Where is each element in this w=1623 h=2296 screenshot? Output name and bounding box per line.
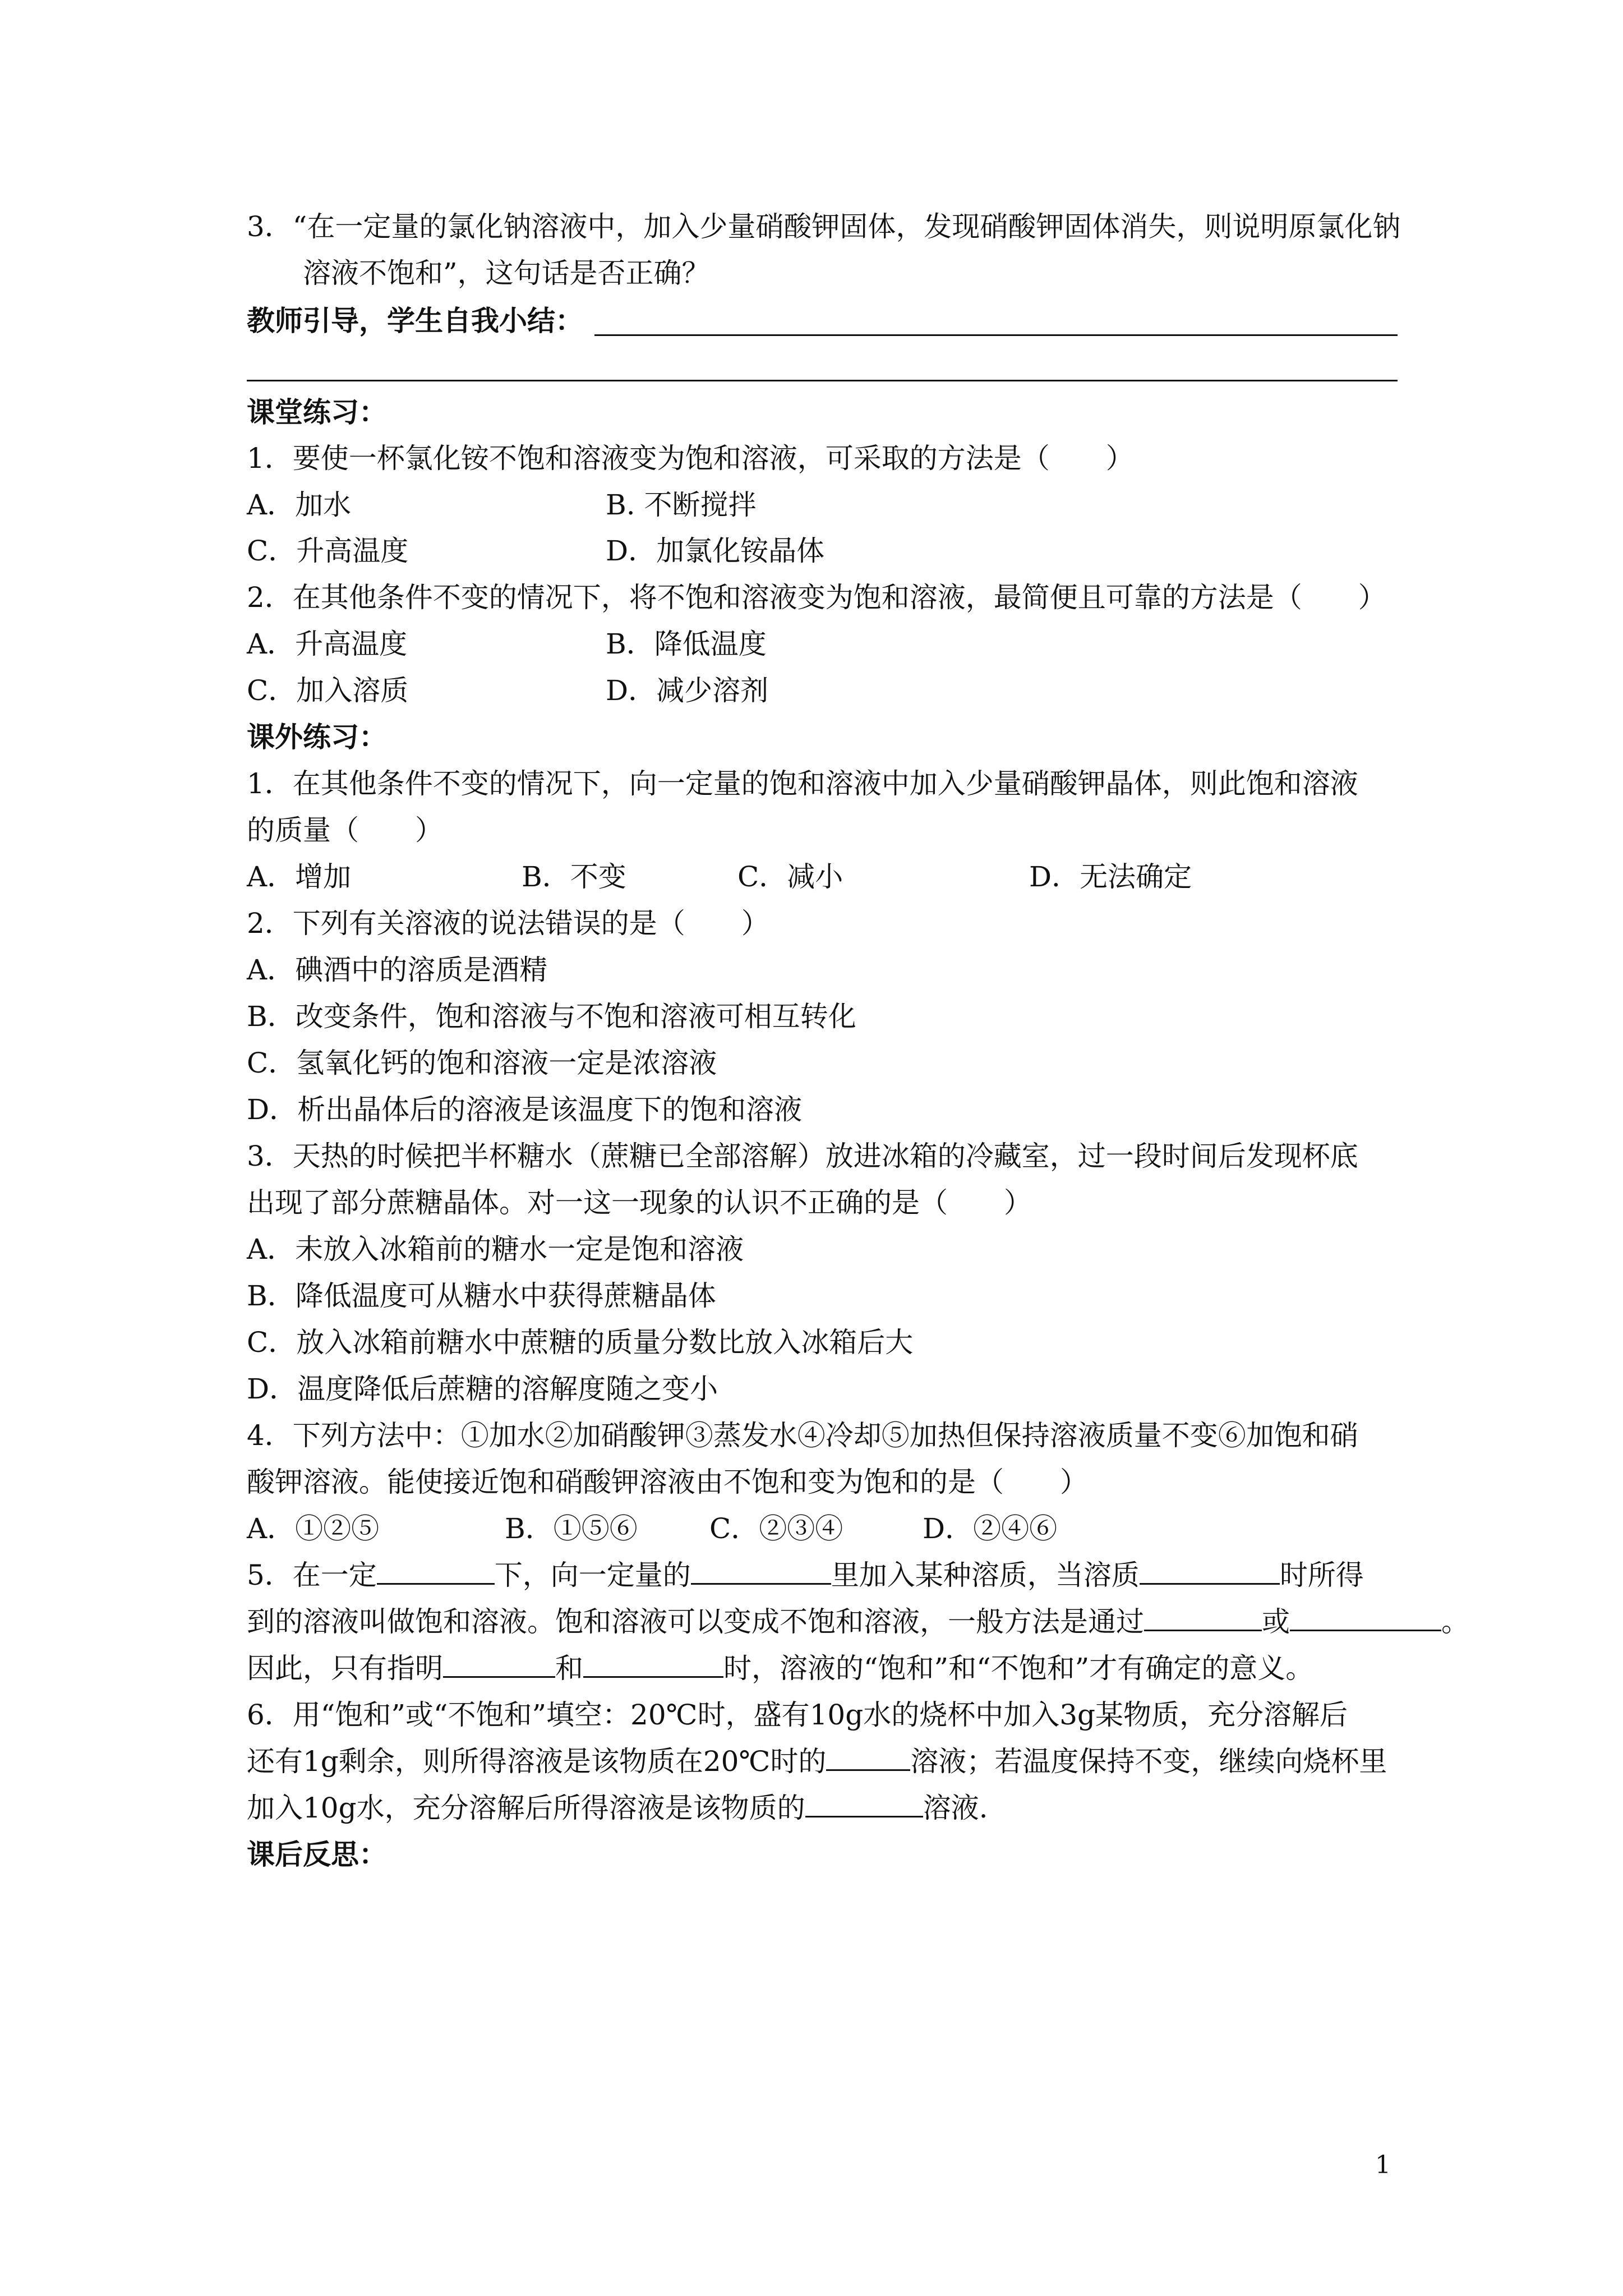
q6-text: 还有1g剩余，则所得溶液是该物质在20℃时的 xyxy=(247,1745,827,1778)
homework-q2-option-a: A．碘酒中的溶质是酒精 xyxy=(247,954,548,986)
option-b: B．①⑤⑥ xyxy=(505,1512,638,1545)
homework-q4-line2: 酸钾溶液。能使接近饱和硝酸钾溶液由不饱和变为饱和的是（ ） xyxy=(247,1466,1088,1498)
option-b: B．降低温度 xyxy=(606,628,767,660)
q5-blank-2[interactable] xyxy=(691,1552,831,1585)
option-c: C．减小 xyxy=(737,861,843,893)
q5-blank-1[interactable] xyxy=(377,1552,495,1585)
homework-q2-option-c: C．氢氧化钙的饱和溶液一定是浓溶液 xyxy=(247,1047,717,1079)
homework-q3-option-b: B．降低温度可从糖水中获得蔗糖晶体 xyxy=(247,1280,716,1312)
option-a: A．升高温度 xyxy=(247,628,408,660)
option-a: A．增加 xyxy=(247,861,352,893)
q5-text: 因此，只有指明 xyxy=(247,1652,443,1685)
option-d: D．加氯化铵晶体 xyxy=(606,535,825,567)
q5-text: 下，向一定量的 xyxy=(494,1559,691,1591)
summary-answer-line-1 xyxy=(594,334,1398,336)
option-c: C．升高温度 xyxy=(247,535,409,567)
homework-q3-option-d: D．温度降低后蔗糖的溶解度随之变小 xyxy=(247,1373,718,1405)
q6-text: 加入10g水，充分溶解后所得溶液是该物质的 xyxy=(247,1792,805,1824)
option-a: A．加水 xyxy=(247,489,352,521)
summary-label: 教师引导，学生自我小结： xyxy=(247,305,583,337)
page-number: 1 xyxy=(1375,2151,1391,2179)
classroom-heading: 课堂练习： xyxy=(247,396,387,429)
question-3-pre-line1: 3．“在一定量的氯化钠溶液中，加入少量硝酸钾固体，发现硝酸钾固体消失，则说明原氯化钠 xyxy=(247,210,1401,243)
q5-blank-7[interactable] xyxy=(583,1645,723,1678)
homework-q6-line1: 6．用“饱和”或“不饱和”填空：20℃时，盛有10g水的烧杯中加入3g某物质，充分溶解后 xyxy=(247,1699,1348,1731)
q5-text: 到的溶液叫做饱和溶液。饱和溶液可以变成不饱和溶液，一般方法是通过 xyxy=(247,1605,1144,1638)
option-d: D．②④⑥ xyxy=(923,1512,1058,1545)
q5-text: 。 xyxy=(1441,1605,1469,1638)
homework-q5-line3 xyxy=(247,1645,1313,1692)
q5-blank-4[interactable] xyxy=(1144,1598,1262,1631)
classroom-q2-stem: 2．在其他条件不变的情况下，将不饱和溶液变为饱和溶液，最简便且可靠的方法是（ ） xyxy=(247,581,1386,614)
option-d: D．减少溶剂 xyxy=(606,674,769,707)
q5-text: 和 xyxy=(555,1652,583,1685)
q5-text: 5．在一定 xyxy=(247,1559,377,1591)
q5-blank-6[interactable] xyxy=(443,1645,555,1678)
option-c: C．②③④ xyxy=(709,1512,843,1545)
homework-q2-option-b: B．改变条件，饱和溶液与不饱和溶液可相互转化 xyxy=(247,1000,856,1033)
homework-q3-line1: 3．天热的时候把半杯糖水（蔗糖已全部溶解）放进冰箱的冷藏室，过一段时间后发现杯底 xyxy=(247,1140,1358,1172)
homework-q4-line1: 4．下列方法中：①加水②加硝酸钾③蒸发水④冷却⑤加热但保持溶液质量不变⑥加饱和硝 xyxy=(247,1419,1358,1452)
q5-text: 里加入某种溶质，当溶质 xyxy=(831,1559,1140,1591)
reflection-label: 课后反思： xyxy=(247,1838,387,1871)
q5-blank-5[interactable] xyxy=(1290,1598,1441,1631)
q6-blank-1[interactable] xyxy=(826,1738,910,1771)
classroom-q1-stem: 1．要使一杯氯化铵不饱和溶液变为饱和溶液，可采取的方法是（ ） xyxy=(247,442,1134,475)
option-a: A．①②⑤ xyxy=(247,1512,380,1545)
option-b: B. 不断搅拌 xyxy=(606,489,757,521)
homework-q5-line2 xyxy=(247,1598,1469,1645)
homework-heading: 课外练习： xyxy=(247,721,387,753)
option-b: B．不变 xyxy=(522,861,626,893)
homework-q3-option-c: C．放入冰箱前糖水中蔗糖的质量分数比放入冰箱后大 xyxy=(247,1326,914,1359)
question-3-pre-line2: 溶液不饱和”，这句话是否正确？ xyxy=(303,257,710,289)
q5-text: 或 xyxy=(1262,1605,1290,1638)
q5-blank-3[interactable] xyxy=(1140,1552,1280,1585)
summary-answer-line-2 xyxy=(247,380,1398,381)
homework-q3-line2: 出现了部分蔗糖晶体。对一这一现象的认识不正确的是（ ） xyxy=(247,1186,1032,1219)
homework-q6-line2 xyxy=(247,1738,1387,1785)
homework-q2-stem: 2．下列有关溶液的说法错误的是（ ） xyxy=(247,907,769,940)
homework-q1-line1: 1．在其他条件不变的情况下，向一定量的饱和溶液中加入少量硝酸钾晶体，则此饱和溶液 xyxy=(247,767,1358,800)
homework-q6-line3 xyxy=(247,1784,988,1832)
homework-q3-option-a: A．未放入冰箱前的糖水一定是饱和溶液 xyxy=(247,1233,744,1266)
homework-q1-line2: 的质量（ ） xyxy=(247,814,443,846)
q5-text: 时，溶液的“饱和”和“不饱和”才有确定的意义。 xyxy=(723,1652,1314,1685)
q6-text: 溶液；若温度保持不变，继续向烧杯里 xyxy=(910,1745,1387,1778)
q6-blank-2[interactable] xyxy=(805,1784,923,1818)
option-c: C．加入溶质 xyxy=(247,674,409,707)
q5-text: 时所得 xyxy=(1279,1559,1364,1591)
homework-q5-line1 xyxy=(247,1552,1364,1599)
homework-q2-option-d: D．析出晶体后的溶液是该温度下的饱和溶液 xyxy=(247,1093,803,1126)
q6-text: 溶液. xyxy=(923,1792,988,1824)
option-d: D．无法确定 xyxy=(1029,861,1192,893)
